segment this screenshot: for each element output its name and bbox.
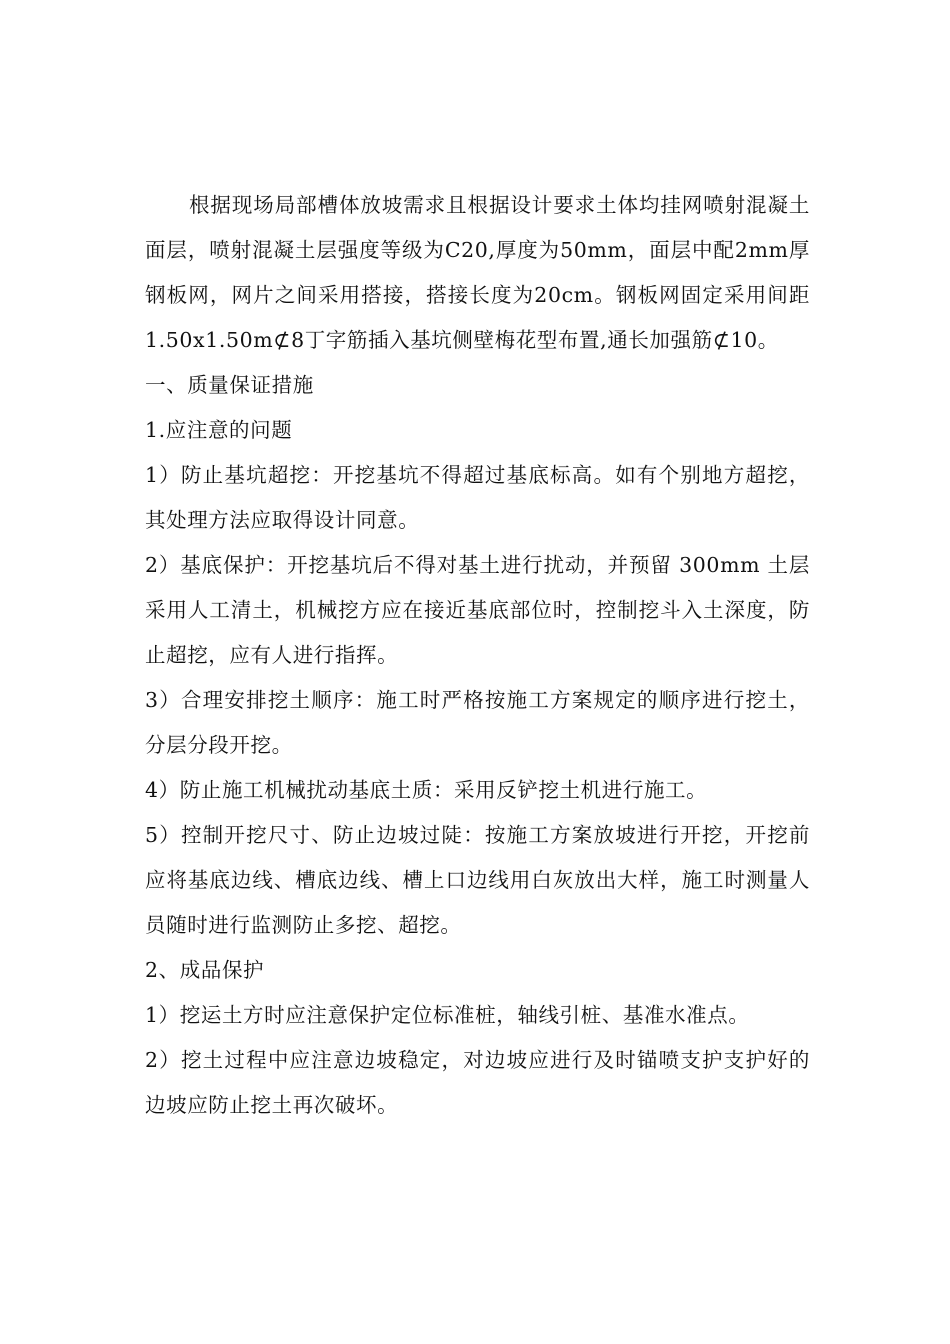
list-item-base-protection: 2）基底保护：开挖基坑后不得对基土进行扰动，并预留 300mm 土层采用人工清土，机械挖方应在接近基底部位时，控制挖斗入土深度，防止超挖，应有人进行指挥。 bbox=[145, 553, 810, 667]
document-body bbox=[145, 183, 810, 1128]
section-heading-product-protection: 2、成品保护 bbox=[145, 958, 265, 982]
list-item-prevent-machine-disturbance: 4）防止施工机械扰动基底土质：采用反铲挖土机进行施工。 bbox=[145, 778, 708, 802]
list-item-control-dimensions: 5）控制开挖尺寸、防止边坡过陡：按施工方案放坡进行开挖，开挖前应将基底边线、槽底边线、槽上口边线用白灰放出大样，施工时测量人员随时进行监测防止多挖、超挖。 bbox=[145, 823, 810, 937]
intro-paragraph: 根据现场局部槽体放坡需求且根据设计要求土体均挂网喷射混凝土面层，喷射混凝土层强度等级为C20,厚度为50mm，面层中配2mm厚钢板网，网片之间采用搭接，搭接长度为20cm。钢板网固定采用间距1.50x1.50m⊄8丁字筋插入基坑侧壁梅花型布置,通长加强筋⊄10。 bbox=[145, 193, 810, 352]
list-item-protect-stakes: 1）挖运土方时应注意保护定位标准桩，轴线引桩、基准水准点。 bbox=[145, 1003, 750, 1027]
section-heading-quality-measures: 一、质量保证措施 bbox=[145, 373, 314, 397]
subsection-heading-issues: 1.应注意的问题 bbox=[145, 418, 293, 442]
list-item-slope-stability: 2）挖土过程中应注意边坡稳定，对边坡应进行及时锚喷支护支护好的边坡应防止挖土再次破坏。 bbox=[145, 1048, 810, 1117]
list-item-prevent-overexcavation: 1）防止基坑超挖：开挖基坑不得超过基底标高。如有个别地方超挖，其处理方法应取得设计同意。 bbox=[145, 463, 810, 532]
list-item-excavation-sequence: 3）合理安排挖土顺序：施工时严格按施工方案规定的顺序进行挖土，分层分段开挖。 bbox=[145, 688, 810, 757]
